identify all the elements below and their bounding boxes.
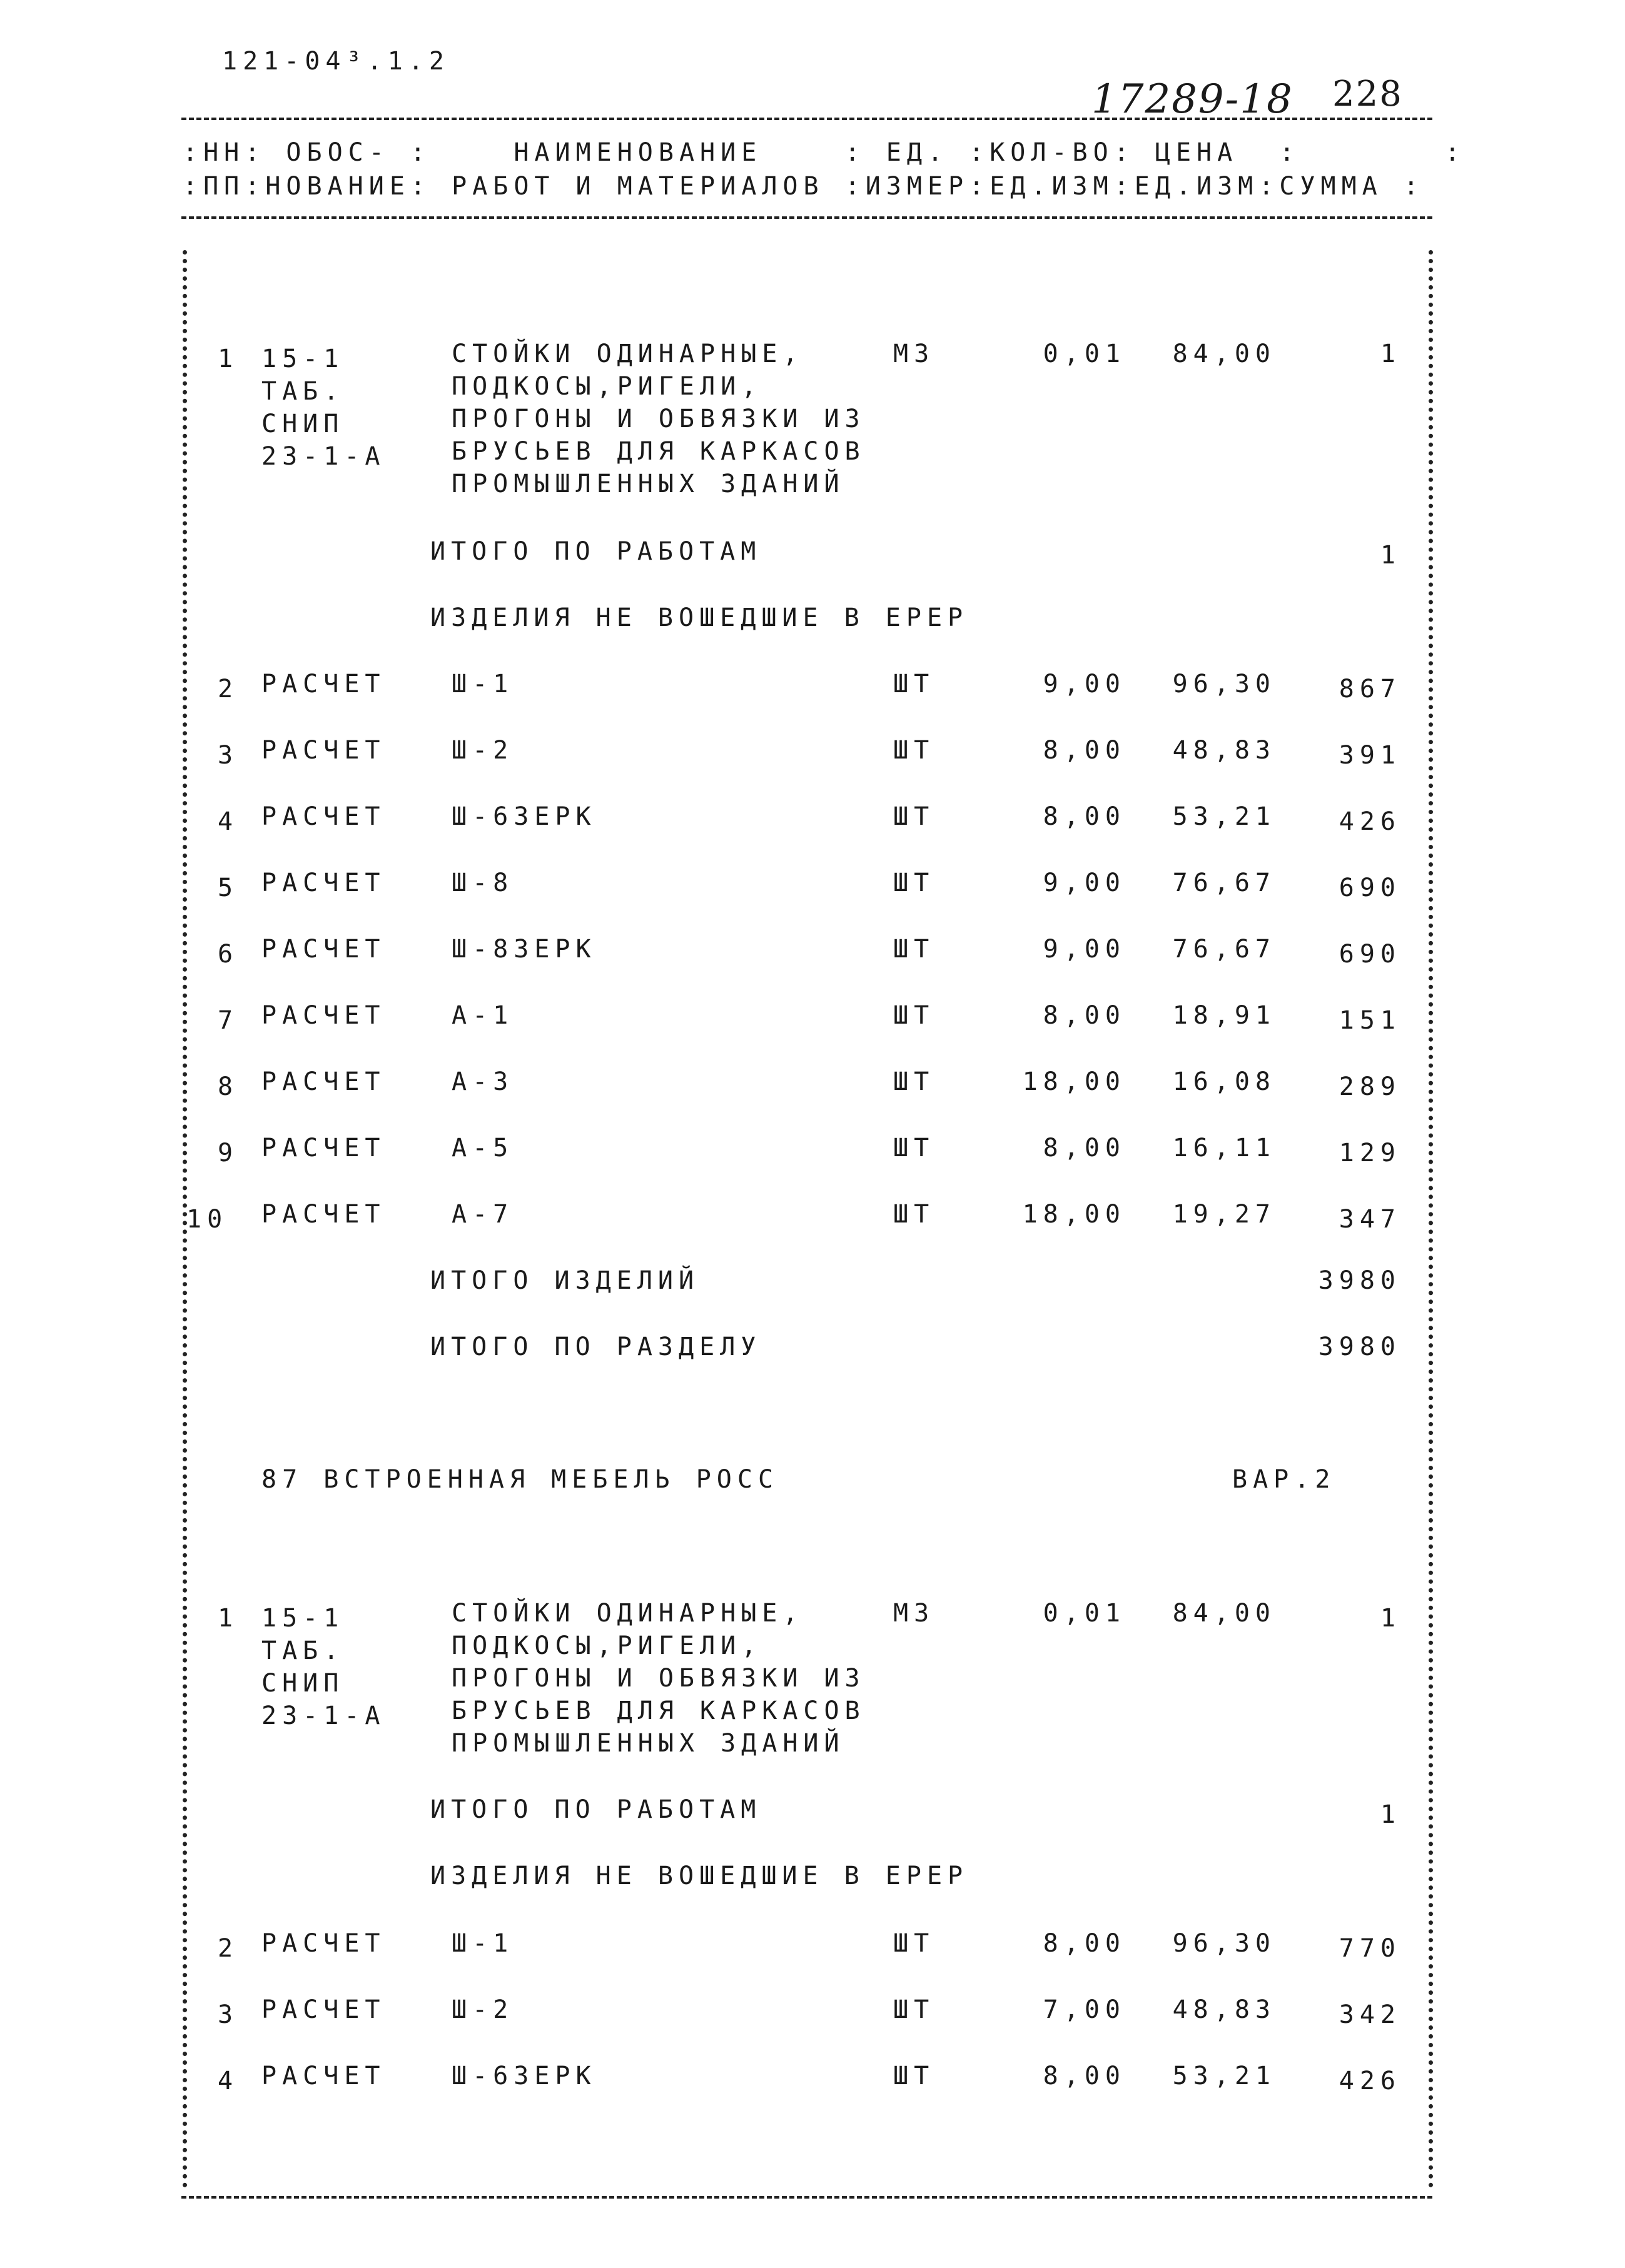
unit-cell: ШТ: [893, 736, 935, 765]
sum-cell: 426: [1339, 2067, 1401, 2095]
basis-cell: РАСЧЕТ: [261, 1134, 386, 1162]
price-cell: 16,11: [1172, 1134, 1276, 1162]
name-cell: Ш-2: [452, 736, 514, 765]
name-cell: Ш-1: [452, 670, 514, 698]
basis-cell: РАСЧЕТ: [261, 1995, 386, 2024]
unit-cell: ШТ: [893, 1929, 935, 1958]
unit-cell: ШТ: [893, 1995, 935, 2024]
name-cell: А-5: [452, 1134, 514, 1162]
work-name-line: БРУСЬЕВ ДЛЯ КАРКАСОВ: [452, 437, 866, 466]
total-works-sum: 1: [1380, 1800, 1401, 1829]
total-products-label: ИТОГО ИЗДЕЛИЙ: [430, 1266, 700, 1295]
name-cell: А-1: [452, 1001, 514, 1030]
unit-cell: ШТ: [893, 670, 935, 698]
table-bottom-border: [181, 2196, 1432, 2199]
basis-cell: РАСЧЕТ: [261, 1200, 386, 1229]
unit-cell: ШТ: [893, 1067, 935, 1096]
sum-cell: 426: [1339, 807, 1401, 836]
basis-line: ТАБ.: [261, 377, 345, 406]
row-number: 4: [218, 807, 239, 836]
qty-cell: 9,00: [1043, 935, 1126, 964]
unit-cell: ШТ: [893, 935, 935, 964]
price-cell: 48,83: [1172, 1995, 1276, 2024]
sum-cell: 770: [1339, 1934, 1401, 1963]
qty-cell: 0,01: [1043, 1599, 1126, 1628]
row-number: 1: [218, 345, 239, 373]
unit-cell: ШТ: [893, 1001, 935, 1030]
basis-cell: РАСЧЕТ: [261, 2062, 386, 2090]
qty-cell: 7,00: [1043, 1995, 1126, 2024]
header-line-1: :НН: ОБОС- : НАИМЕНОВАНИЕ : ЕД. :КОЛ-ВО: ЦЕНА : :: [183, 138, 1466, 167]
sum-cell: 342: [1339, 2000, 1401, 2029]
unit-cell: М3: [893, 340, 935, 368]
price-cell: 76,67: [1172, 935, 1276, 964]
basis-cell: РАСЧЕТ: [261, 670, 386, 698]
row-number: 2: [218, 1934, 239, 1963]
handwritten-number: 17289-18: [1091, 76, 1293, 123]
unit-cell: ШТ: [893, 2062, 935, 2090]
total-section-label: ИТОГО ПО РАЗДЕЛУ: [430, 1333, 762, 1361]
row-number: 3: [218, 741, 239, 770]
name-cell: А-3: [452, 1067, 514, 1096]
basis-cell: РАСЧЕТ: [261, 935, 386, 964]
row-number: 8: [218, 1072, 239, 1101]
total-section-sum: 3980: [1318, 1333, 1401, 1361]
row-number: 4: [218, 2067, 239, 2095]
products-label: ИЗДЕЛИЯ НЕ ВОШЕДШИЕ В ЕРЕР: [430, 1862, 969, 1890]
qty-cell: 9,00: [1043, 670, 1126, 698]
basis-line: 15-1: [261, 1604, 345, 1633]
price-cell: 16,08: [1172, 1067, 1276, 1096]
work-name-line: ПРОМЫШЛЕННЫХ ЗДАНИЙ: [452, 470, 845, 498]
work-name-line: СТОЙКИ ОДИНАРНЫЕ,: [452, 1599, 804, 1628]
basis-cell: РАСЧЕТ: [261, 1067, 386, 1096]
qty-cell: 8,00: [1043, 1929, 1126, 1958]
doc-code: 121-04³.1.2: [222, 47, 450, 76]
row-number: 1: [218, 1604, 239, 1633]
basis-line: 23-1-А: [261, 1701, 386, 1730]
work-name-line: СТОЙКИ ОДИНАРНЫЕ,: [452, 340, 804, 368]
page-number: 228: [1332, 74, 1403, 114]
basis-line: ТАБ.: [261, 1636, 345, 1665]
row-number: 2: [218, 675, 239, 703]
price-cell: 18,91: [1172, 1001, 1276, 1030]
work-name-line: ПРОГОНЫ И ОБВЯЗКИ ИЗ: [452, 405, 866, 433]
name-cell: Ш-8: [452, 869, 514, 897]
row-number: 9: [218, 1139, 239, 1167]
unit-cell: ШТ: [893, 1134, 935, 1162]
sum-cell: 129: [1339, 1139, 1401, 1167]
price-cell: 84,00: [1172, 1599, 1276, 1628]
sum-cell: 867: [1339, 675, 1401, 703]
basis-line: 15-1: [261, 345, 345, 373]
total-works-label: ИТОГО ПО РАБОТАМ: [430, 537, 762, 566]
qty-cell: 8,00: [1043, 2062, 1126, 2090]
total-works-label: ИТОГО ПО РАБОТАМ: [430, 1795, 762, 1824]
total-products-sum: 3980: [1318, 1266, 1401, 1295]
unit-cell: ШТ: [893, 1200, 935, 1229]
qty-cell: 18,00: [1022, 1067, 1126, 1096]
name-cell: Ш-1: [452, 1929, 514, 1958]
qty-cell: 18,00: [1022, 1200, 1126, 1229]
header-line-2: :ПП:НОВАНИЕ: РАБОТ И МАТЕРИАЛОВ :ИЗМЕР:ЕД.ИЗМ:ЕД.ИЗМ:СУММА :: [183, 172, 1424, 201]
table-top-border: [181, 118, 1432, 120]
row-number: 6: [218, 940, 239, 969]
basis-cell: РАСЧЕТ: [261, 802, 386, 831]
sum-cell: 151: [1339, 1006, 1401, 1035]
name-cell: Ш-83ЕРК: [452, 935, 597, 964]
sum-cell: 347: [1339, 1205, 1401, 1234]
basis-line: СНИП: [261, 410, 345, 438]
sum-cell: 1: [1380, 1604, 1401, 1633]
work-name-line: ПРОГОНЫ И ОБВЯЗКИ ИЗ: [452, 1664, 866, 1693]
work-name-line: ПРОМЫШЛЕННЫХ ЗДАНИЙ: [452, 1729, 845, 1758]
sum-cell: 690: [1339, 874, 1401, 902]
sum-cell: 391: [1339, 741, 1401, 770]
qty-cell: 8,00: [1043, 1134, 1126, 1162]
sum-cell: 690: [1339, 940, 1401, 969]
name-cell: Ш-63ЕРК: [452, 802, 597, 831]
basis-line: 23-1-А: [261, 442, 386, 471]
work-name-line: БРУСЬЕВ ДЛЯ КАРКАСОВ: [452, 1696, 866, 1725]
name-cell: А-7: [452, 1200, 514, 1229]
qty-cell: 8,00: [1043, 1001, 1126, 1030]
sum-cell: 289: [1339, 1072, 1401, 1101]
products-label: ИЗДЕЛИЯ НЕ ВОШЕДШИЕ В ЕРЕР: [430, 603, 969, 632]
row-number: 7: [218, 1006, 239, 1035]
section-title: 87 ВСТРОЕННАЯ МЕБЕЛЬ РОСС: [261, 1465, 779, 1494]
price-cell: 96,30: [1172, 1929, 1276, 1958]
work-name-line: ПОДКОСЫ,РИГЕЛИ,: [452, 1631, 762, 1660]
total-works-sum: 1: [1380, 541, 1401, 570]
price-cell: 53,21: [1172, 802, 1276, 831]
unit-cell: ШТ: [893, 802, 935, 831]
price-cell: 84,00: [1172, 340, 1276, 368]
basis-cell: РАСЧЕТ: [261, 1929, 386, 1958]
sum-cell: 1: [1380, 340, 1401, 368]
row-number: 3: [218, 2000, 239, 2029]
basis-cell: РАСЧЕТ: [261, 1001, 386, 1030]
price-cell: 48,83: [1172, 736, 1276, 765]
qty-cell: 8,00: [1043, 802, 1126, 831]
qty-cell: 8,00: [1043, 736, 1126, 765]
price-cell: 19,27: [1172, 1200, 1276, 1229]
basis-cell: РАСЧЕТ: [261, 869, 386, 897]
table-right-border: [1429, 250, 1433, 2189]
row-number: 5: [218, 874, 239, 902]
variant-label: ВАР.2: [1232, 1465, 1336, 1494]
unit-cell: М3: [893, 1599, 935, 1628]
work-name-line: ПОДКОСЫ,РИГЕЛИ,: [452, 372, 762, 401]
basis-line: СНИП: [261, 1669, 345, 1698]
price-cell: 53,21: [1172, 2062, 1276, 2090]
row-number: 10: [186, 1205, 228, 1234]
unit-cell: ШТ: [893, 869, 935, 897]
header-separator: [181, 216, 1432, 219]
name-cell: Ш-63ЕРК: [452, 2062, 597, 2090]
basis-cell: РАСЧЕТ: [261, 736, 386, 765]
qty-cell: 9,00: [1043, 869, 1126, 897]
qty-cell: 0,01: [1043, 340, 1126, 368]
price-cell: 96,30: [1172, 670, 1276, 698]
price-cell: 76,67: [1172, 869, 1276, 897]
name-cell: Ш-2: [452, 1995, 514, 2024]
